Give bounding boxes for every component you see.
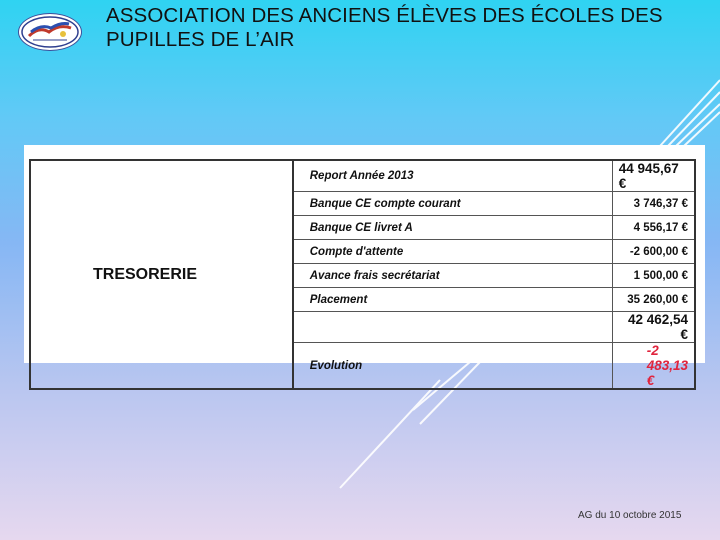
row-label: Evolution	[293, 343, 612, 390]
row-value: 44 945,67 €	[612, 160, 695, 192]
row-label: Banque CE compte courant	[293, 192, 612, 216]
row-value: 4 556,17 €	[612, 216, 695, 240]
evolution-value: -2 483,13 €	[612, 343, 695, 390]
total-value: 42 462,54 €	[612, 312, 695, 343]
row-label: Report Année 2013	[293, 160, 612, 192]
page-title: ASSOCIATION DES ANCIENS ÉLÈVES DES ÉCOLES DES PUPILLES DE L’AIR	[106, 4, 663, 51]
row-label: Compte d'attente	[293, 240, 612, 264]
table-row	[30, 160, 695, 192]
row-value: 1 500,00 €	[612, 264, 695, 288]
treasury-table-container	[24, 145, 705, 388]
footer-date: AG du 10 octobre 2015	[578, 510, 682, 521]
row-value: 3 746,37 €	[612, 192, 695, 216]
category-cell: TRESORERIE	[30, 160, 293, 389]
row-label: Banque CE livret A	[293, 216, 612, 240]
row-label: Placement	[293, 288, 612, 312]
row-label: Avance frais secrétariat	[293, 264, 612, 288]
logo-emblem-icon	[19, 14, 81, 50]
treasury-table	[29, 159, 696, 390]
association-logo	[18, 13, 82, 51]
row-label	[293, 312, 612, 343]
row-value: -2 600,00 €	[612, 240, 695, 264]
row-value: 35 260,00 €	[612, 288, 695, 312]
